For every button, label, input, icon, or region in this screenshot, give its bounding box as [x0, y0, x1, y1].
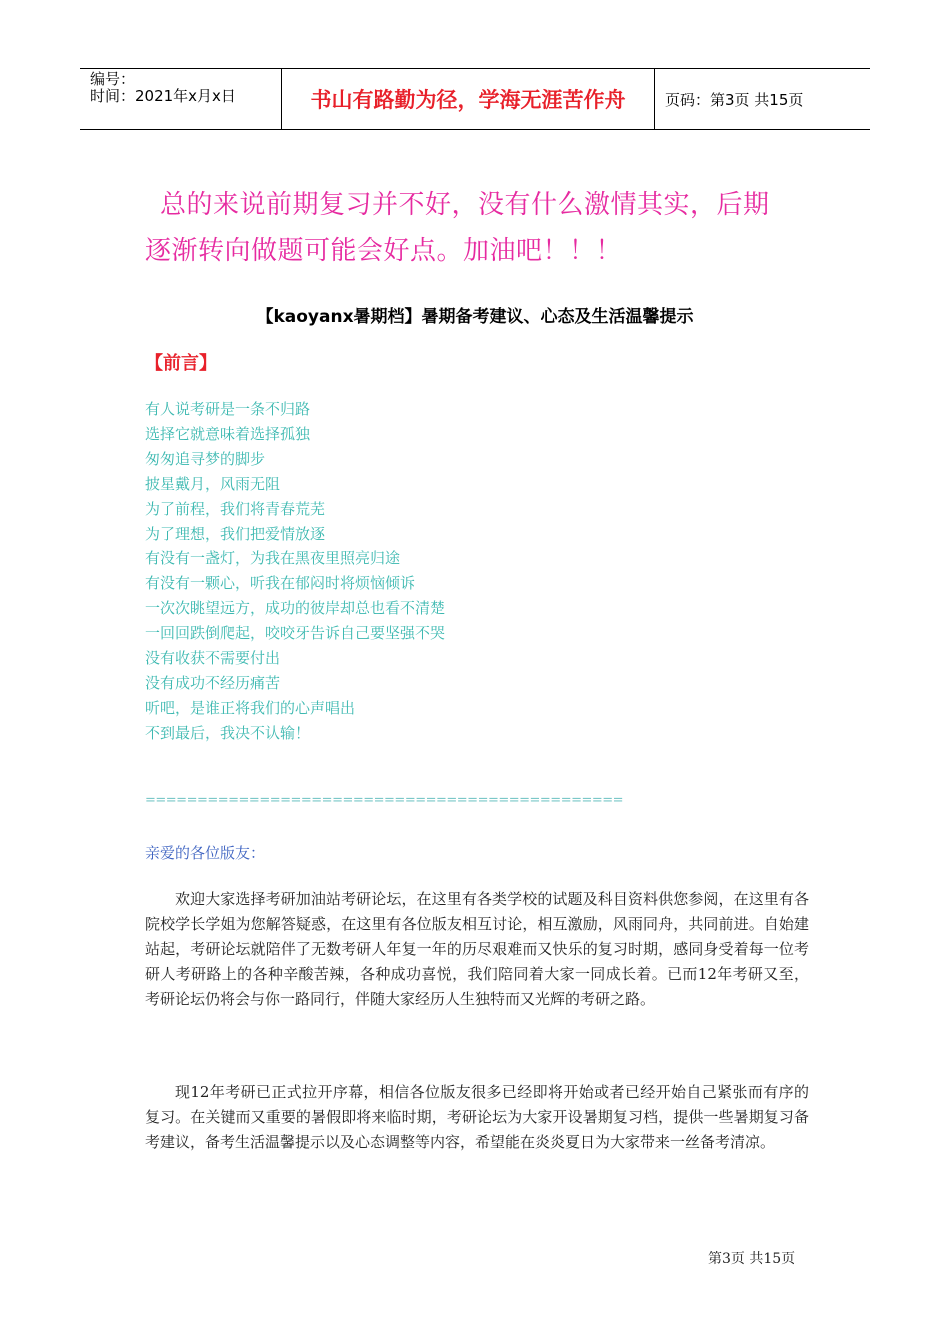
- header-motto: 书山有路勤为径，学海无涯苦作舟: [282, 69, 655, 129]
- paragraph-summer: 现12年考研已正式拉开序幕，相信各位版友很多已经即将开始或者已经开始自己紧张而有序的复习。在关键而又重要的暑假即将来临时期，考研论坛为大家开设暑期复习档，提供一些暑期复习备考建议，备考生活温馨提示以及心态调整等内容，希望能在炎炎夏日为大家带来一丝备考清凉。: [145, 1083, 809, 1151]
- poem-line: 一回回跌倒爬起，咬咬牙告诉自己要坚强不哭: [145, 624, 446, 643]
- poem-line: 选择它就意味着选择孤独: [145, 424, 311, 443]
- poem-line: 不到最后，我决不认输！: [145, 723, 311, 742]
- preface-heading: 【前言】: [145, 353, 217, 374]
- poem-line: 听吧，是谁正将我们的心声唱出: [145, 698, 356, 717]
- page-footer: 第3页 共15页: [708, 1251, 796, 1267]
- intro-text: [145, 182, 825, 274]
- poem-line: 披星戴月，风雨无阻: [145, 474, 281, 493]
- header-meta: [80, 69, 282, 129]
- poem-line: 有没有一盏灯，为我在黑夜里照亮归途: [145, 549, 401, 568]
- poem-line: 一次次眺望远方，成功的彼岸却总也看不清楚: [145, 599, 446, 618]
- poem-line: 为了前程，我们将青春荒芜: [145, 499, 326, 518]
- header-page-info: 页码：第3页 共15页: [665, 90, 804, 109]
- poem: [145, 397, 445, 746]
- time-label: 时间：2021年x月x日: [90, 87, 236, 105]
- page-header: [80, 68, 870, 130]
- paragraph-welcome: 欢迎大家选择考研加油站考研论坛，在这里有各类学校的试题及科目资料供您参阅，在这里有各院校学长学姐为您解答疑惑，在这里有各位版友相互讨论，相互激励，风雨同舟，共同前进。自始建站起，考研论坛就陪伴了无数考研人年复一年的历尽艰难而又快乐的复习时期，感同身受着每一位考研人考研路上的各种辛酸苦辣，各种成功喜悦，我们陪同着大家一同成长着。已而12年考研又至，考研论坛仍将会与你一路同行，伴随大家经历人生独特而又光辉的考研之路。: [145, 890, 809, 1008]
- intro-line-2: 逐渐转向做题可能会好点。加油吧！！！: [145, 236, 623, 266]
- poem-line: 没有收获不需要付出: [145, 649, 281, 668]
- article-title: 【kaoyanx暑期档】暑期备考建议、心态及生活温馨提示: [256, 307, 694, 327]
- greeting: 亲爱的各位版友：: [145, 844, 266, 862]
- code-label: 编号：: [90, 70, 136, 88]
- divider-line: ==============================================: [145, 793, 624, 808]
- poem-line: 有没有一颗心，听我在郁闷时将烦恼倾诉: [145, 574, 416, 593]
- intro-line-1: 总的来说前期复习并不好，没有什么激情其实，后期: [160, 190, 770, 220]
- poem-line: 没有成功不经历痛苦: [145, 673, 281, 692]
- poem-line: 匆匆追寻梦的脚步: [145, 449, 266, 468]
- poem-line: 为了理想，我们把爱情放逐: [145, 524, 326, 543]
- poem-line: 有人说考研是一条不归路: [145, 400, 311, 418]
